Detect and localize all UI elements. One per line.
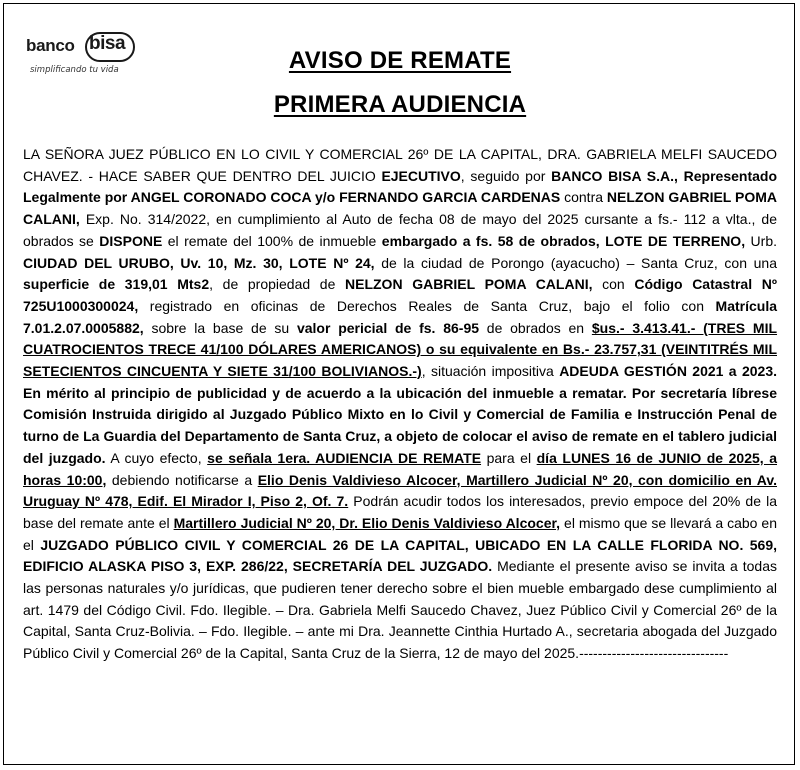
logo-word: banco xyxy=(26,36,75,55)
logo-brand: bisa xyxy=(89,33,126,54)
body-segment: Podrán acudir todos los interesados, previo empoce del 20% de la base del remate ante el xyxy=(23,493,777,531)
body-segment: Exp. No. 314/2022, en cumplimiento al Auto de fecha 08 de mayo del 2025 cursante a fs.- 112 a vlta., de obrados se xyxy=(23,211,777,249)
logo-tagline: simplificando tu vida xyxy=(30,65,119,75)
body-segment: CIUDAD DEL URUBO, Uv. 10, Mz. 30, LOTE Nº 24, xyxy=(23,254,375,271)
body-segment: DISPONE xyxy=(99,232,163,249)
body-segment: Urb. xyxy=(745,232,777,249)
body-segment: LA SEÑORA JUEZ PÚBLICO EN LO CIVIL Y COMERCIAL 26º DE LA CAPITAL, DRA. GABRIELA MELFI SAUCEDO CHAVEZ. - HACE SABER QUE DENTRO DEL JUICIO xyxy=(23,146,777,184)
body-segment: Martillero Judicial Nº 20, Dr. Elio Denis Valdivieso Alcocer, xyxy=(173,514,561,531)
body-segment: Matrícula 7.01.2.07.0005882, xyxy=(23,297,777,336)
body-segment: para el xyxy=(481,449,537,466)
body-segment: , de propiedad de xyxy=(209,276,345,293)
body-segment: superficie de 319,01 Mts2 xyxy=(23,276,210,293)
body-segment: sobre la base de su xyxy=(143,319,297,336)
body-segment: ADEUDA GESTIÓN 2021 a 2023. En mérito al principio de publicidad y de acuerdo a la ubicación del inmueble a rematar. Por secretaría líbrese Comisión Instruida dirigido al Juzgado Público Mixto en lo Civil y Comercial de Familia e Instrucción Penal de turno de La Guardia del Departamento de Santa Cruz, a objeto de colocar el aviso de remate en el tablero judicial del juzgado. xyxy=(23,363,777,466)
notice-title: AVISO DE REMATE xyxy=(288,47,512,74)
body-segment: valor pericial de fs. 86-95 xyxy=(296,319,480,336)
body-segment: de obrados en xyxy=(479,319,592,336)
body-segment: NELZON GABRIEL POMA CALANI, xyxy=(23,189,777,228)
body-segment: registrado en oficinas de Derechos Reales de Santa Cruz, bajo el folio con xyxy=(138,297,716,314)
body-segment: EJECUTIVO xyxy=(381,167,461,184)
body-segment: se señala 1era. AUDIENCIA DE REMATE xyxy=(207,449,482,466)
body-segment: $us.- 3.413.41.- (TRES MIL CUATROCIENTOS TRECE 41/100 DÓLARES AMERICANOS) o su equivalente en Bs.- 23.757,31 (VEINTITRÉS MIL SETECIENTOS CINCUENTA Y SIETE 31/100 BOLIVIANOS.-) xyxy=(23,319,778,380)
body-segment: el mismo que se llevará a cabo en el xyxy=(23,514,778,553)
body-segment: embargado a fs. 58 de obrados, LOTE DE TERRENO, xyxy=(381,232,746,249)
notice-subtitle: PRIMERA AUDIENCIA xyxy=(273,91,527,118)
notice-body xyxy=(23,144,777,665)
body-segment: el remate del 100% de inmueble xyxy=(162,232,382,249)
body-segment: de la ciudad de Porongo (ayacucho) – Santa Cruz, con una xyxy=(374,254,777,271)
body-segment: Código Catastral Nº 725U1000300024, xyxy=(23,276,777,314)
body-segment: debiendo notificarse a xyxy=(106,471,258,488)
body-segment: contra xyxy=(560,189,607,206)
body-segment: , situación impositiva xyxy=(421,363,560,380)
body-segment: día LUNES 16 de JUNIO de 2025, a horas 10:00, xyxy=(23,449,778,488)
body-segment: Elio Denis Valdivieso Alcocer, Martillero Judicial Nº 20, con domicilio en Av. Uruguay Nº 478, Edif. El Mirador I, Piso 2, Of. 7. xyxy=(23,471,778,510)
body-segment: JUZGADO PÚBLICO CIVIL Y COMERCIAL 26 DE LA CAPITAL, UBICADO EN LA CALLE FLORIDA NO. 569, EDIFICIO ALASKA PISO 3, EXP. 286/22, SECRETARÍA DEL JUZGADO. xyxy=(23,536,778,575)
body-segment: NELZON GABRIEL POMA CALANI, xyxy=(345,276,593,293)
body-segment: , seguido por xyxy=(460,167,552,184)
body-segment: con xyxy=(592,276,635,293)
body-segment: A cuyo efecto, xyxy=(105,449,208,466)
body-segment: Mediante el presente aviso se invita a todas las personas naturales y/o jurídicas, que pudieren tener derecho sobre el bien mueble embargado dese cumplimiento al art. 1479 del Código Civil. Fdo. Ilegible. – Dra. Gabriela Melfi Saucedo Chavez, Juez Público Civil y Comercial 26º de la Capital, Santa Cruz-Bolivia. – Fdo. Ilegible. – ante mi Dra. Jeannette Cinthia Hurtado A., secretaria abogada del Juzgado Público Civil y Comercial 26º de la Capital, Santa Cruz de la Sierra, 12 de mayo del 2025.-------------------------------- xyxy=(23,558,777,662)
body-segment: BANCO BISA S.A., Representado Legalmente por ANGEL CORONADO COCA y/o FERNANDO GARCIA CARDENAS xyxy=(23,167,777,206)
